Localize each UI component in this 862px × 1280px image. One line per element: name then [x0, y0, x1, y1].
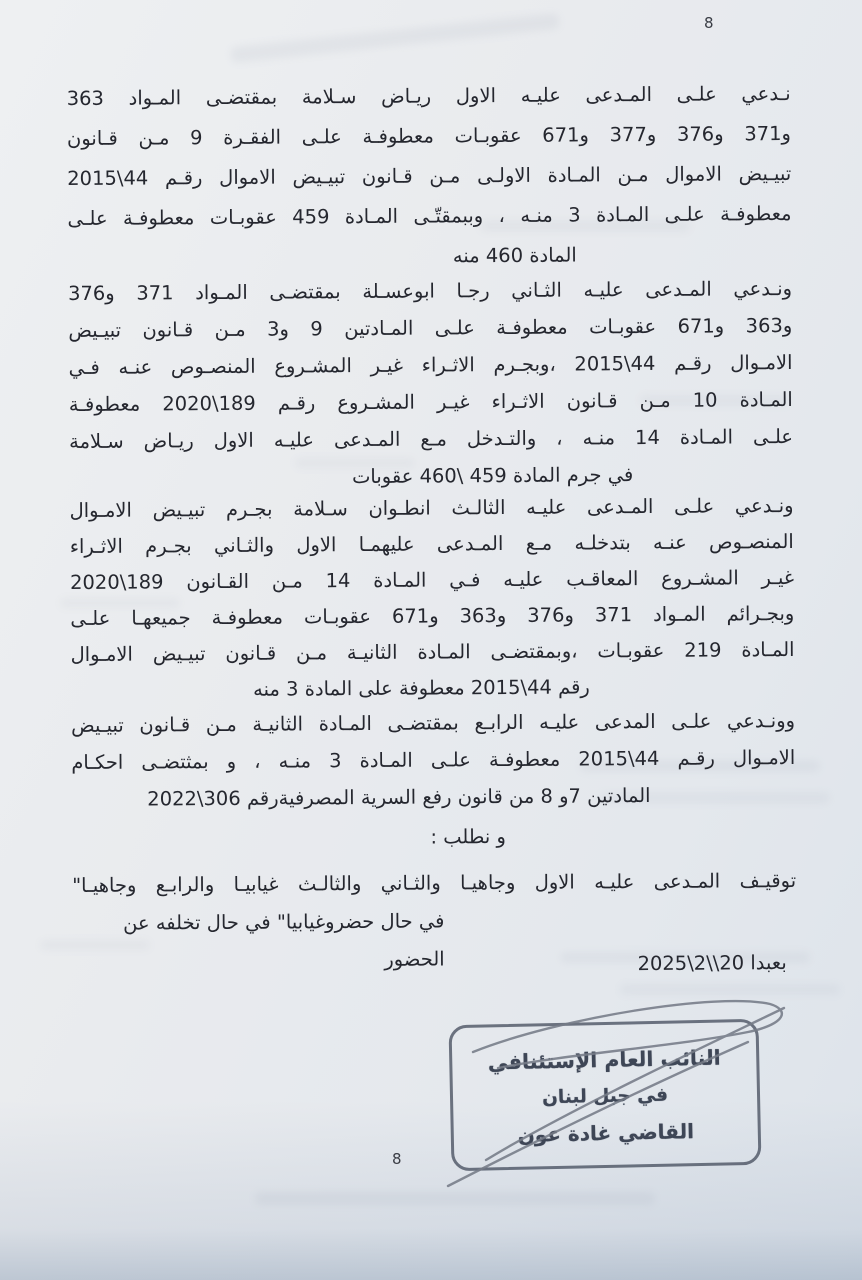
text-line: غيـر المشـروع المعاقـب عليـه فـي المـادة 14 مـن القـانون 189\2020: [69, 565, 795, 595]
text-line: و نطلب :: [430, 825, 506, 849]
text-line: المادة 460 منه: [452, 243, 577, 268]
text-line: الامـوال رقـم 44\2015 معطوفـة علـى المـادة 3 منـه ، و بمثتضـى احكـام: [71, 745, 796, 775]
text-line: ونـدعي علـى المـدعى عليـه الثالـث انطـوان سـلامة بجـرم تبيـيض الامـوال: [69, 493, 794, 523]
place-and-date: [73, 944, 797, 987]
text-line: وبجـرائم المـواد 371 و376 و363 و671 عقوبـات معطوفـة جميعهـا علـى: [70, 601, 795, 631]
text-line: في حال حضروغيابيا" في حال تخلفه عن الحضور: [123, 909, 445, 971]
document-body: [66, 0, 797, 976]
text-line: المنصـوص عنـه بتدخلـه مـع المـدعى عليهمـا الاول والثـاني بجـرم الاثـراء: [69, 529, 794, 559]
text-line: رقم 44\2015 معطوفة على المادة 3 منه: [253, 675, 590, 701]
text-line: معطوفـة علـى المـادة 3 منـه ، وببمقتّـى المـادة 459 عقوبـات معطوفـة علـى: [67, 201, 792, 231]
paragraph-defendant-3: [69, 488, 794, 709]
text-line: تبيـيض الاموال مـن المـادة الاولـى مـن قـانون تبيـيض الاموال رقـم 44\2015: [67, 161, 792, 191]
text-line: علـى المـادة 14 منـه ، والتـدخل مـع المـدعى عليـه الاول ريـاض سـلامة: [68, 424, 794, 454]
stamp-judge-name: القاضي غادة عون: [517, 1119, 695, 1147]
text-line: الامـوال رقـم 44\2015 ،وبجـرم الاثـراء غيـر المشـروع المنصـوص عنـه فـي: [68, 350, 793, 380]
request-heading: [72, 816, 796, 858]
paragraph-defendant-1: [67, 74, 792, 279]
bleed-through-artifact: [230, 13, 560, 63]
page-number-top: 8: [704, 14, 714, 32]
stamp-jurisdiction: في جبل لبنان: [541, 1084, 669, 1109]
text-line: ونـدعي المـدعى عليـه الثـاني رجـا ابوعسـلة بمقتضـى المـواد 371 و376: [67, 276, 793, 306]
stamp-title: النائب العام الإستئنافي: [487, 1045, 721, 1075]
date-line: بعبدا 20\\2\2025: [637, 951, 787, 976]
text-line: نـدعي علـى المـدعى عليـه الاول ريـاض سـلامة بمقتضـى المـواد 363: [66, 81, 791, 111]
text-line: المادتين 7و 8 من قانون رفع السرية المصرفيةرقم 306\2022: [147, 783, 651, 811]
text-line: وونـدعي علـى المدعى عليـه الرابـع بمقتضـى المـادة الثانيـة مـن قـانون تبيـيض: [70, 708, 796, 738]
paragraph-defendant-2: [68, 270, 794, 497]
paragraph-defendant-4: [71, 702, 796, 818]
page-number-bottom: 8: [392, 1150, 402, 1168]
text-line: توقيـف المـدعى عليـه الاول وجاهيـا والثـاني والثالـث غيابيـا والرابـع وجاهيـا": [72, 868, 797, 898]
signature-scribble: [418, 990, 810, 1195]
text-line: و371 و376 و377 و671 عقوبـات معطوفـة علـى الفقـرة 9 مـن قـانون: [66, 121, 792, 151]
text-line: المـادة 10 مـن قـانون الاثـراء غيـر المشـروع رقـم 189\2020 معطوفـة: [68, 387, 793, 417]
text-line: في جرم المادة 459 \460 عقوبات: [351, 463, 634, 489]
text-line: و363 و671 عقوبـات معطوفـة علـى المـادتين 9 و3 مـن قـانون تبيـيض: [68, 313, 793, 343]
text-line: المـادة 219 عقوبـات ،وبمقتضـى المـادة الثانيـة مـن قـانون تبيـيض الامـوال: [70, 637, 795, 667]
